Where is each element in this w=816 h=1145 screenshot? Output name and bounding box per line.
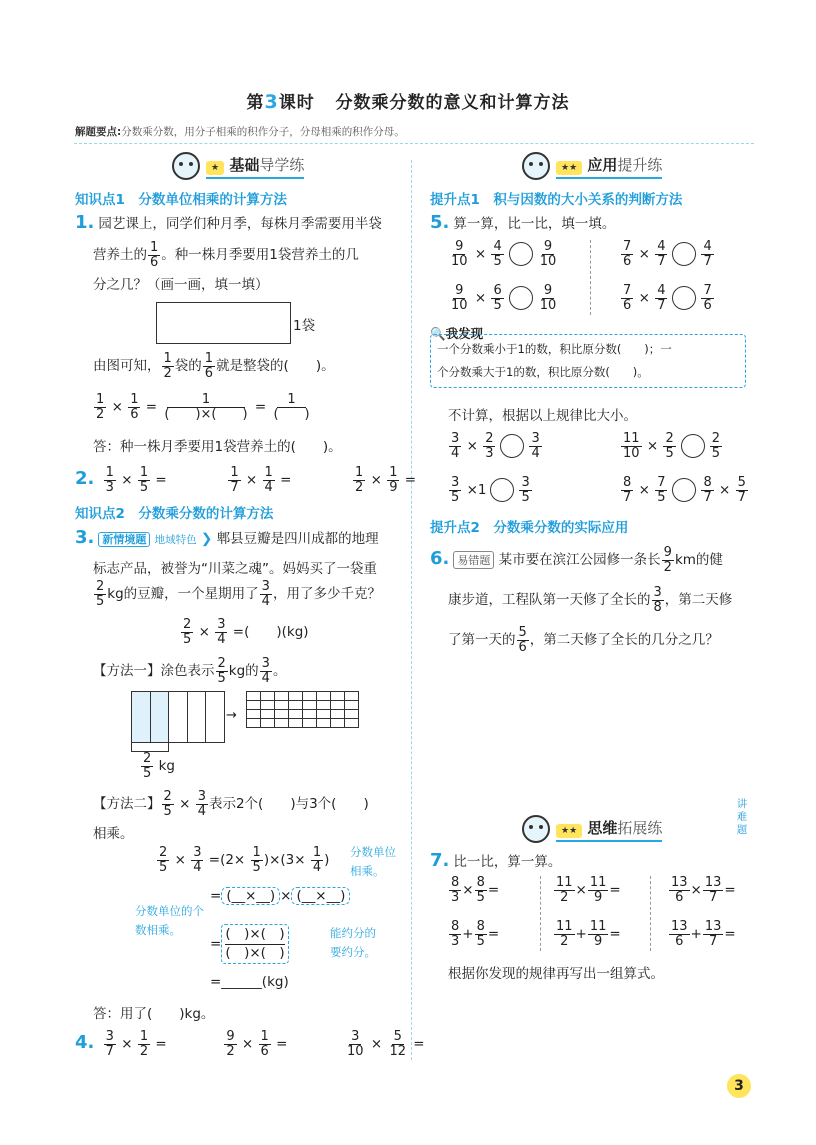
side-label[interactable]: 讲难题: [736, 798, 748, 836]
q7-5: $\frac{11}{2}$ + $\frac{11}{9}$ =: [556, 919, 621, 949]
q5-line1: 5. 算一算，比一比，填一填。: [430, 212, 616, 233]
compare-circle[interactable]: [672, 478, 696, 502]
q1-line3: 分之几？（画一画，填一填）: [93, 277, 269, 293]
q6-line2: 康步道，工程队第一天修了全长的 $\frac{3}{8}$ ，第二天修: [448, 585, 733, 615]
note-count: 分数单位的个数相乘。: [135, 904, 204, 937]
bag-rectangle[interactable]: [156, 302, 291, 344]
compare-circle[interactable]: [509, 286, 533, 310]
q3-equation: $\frac{2}{5}$ × $\frac{3}{4}$ =( )(kg): [183, 617, 309, 647]
knowledge-point-2: 知识点2 分数乘分数的计算方法: [75, 506, 274, 522]
q5-compare-5: $\frac{3}{4}$ × $\frac{2}{3}$ $\frac{3}{4}$: [451, 431, 540, 461]
q3-line1: 3. 新情境题 地域特色 ❯ 郫县豆瓣是四川成都的地理: [75, 527, 379, 548]
q7-line1: 7. 比一比，算一算。: [430, 850, 562, 871]
q7-1: $\frac{8}{3}$ × $\frac{8}{5}$ =: [451, 875, 500, 905]
q5-compare-1: $\frac{9}{10}$ × $\frac{4}{5}$ $\frac{9}{10}$: [451, 239, 557, 269]
discover-title: 🔍我发现: [430, 326, 484, 341]
arrow-icon: →: [226, 708, 237, 723]
q1-line2: 营养土的 $\frac{1}{6}$ 。种一株月季要用1袋营养土的几: [93, 240, 359, 270]
knowledge-point-1: 知识点1 分数单位相乘的计算方法: [75, 192, 287, 208]
discover-line1: 一个分数乘小于1的数，积比原分数( )；一: [437, 342, 672, 356]
section-thinking: ★★ 思维拓展练: [522, 815, 662, 843]
q3-result: =______(kg): [210, 974, 289, 990]
q3-line2: 标志产品，被誉为“川菜之魂”。妈妈买了一袋重: [93, 561, 377, 577]
bar-model[interactable]: [131, 691, 225, 743]
q5-compare-8: $\frac{8}{7}$ × $\frac{7}{5}$ $\frac{8}{7}$ × $\frac{5}{7}$: [623, 475, 746, 505]
q6-line3: 了第一天的 $\frac{5}{6}$ ，第二天修了全长的几分之几？: [448, 625, 719, 655]
q3-method2: 【方法二】 $\frac{2}{5}$ × $\frac{3}{4}$ 表示2个( )与3个( ): [93, 789, 369, 819]
q7-2: $\frac{11}{2}$ × $\frac{11}{9}$ =: [556, 875, 621, 905]
discover-line2: 个分数乘大于1的数，积比原分数( )。: [437, 365, 649, 379]
improve-point-1: 提升点1 积与因数的大小关系的判断方法: [430, 192, 683, 208]
section-apply: ★★ 应用提升练: [522, 152, 662, 180]
bag-label: 1袋: [293, 318, 316, 334]
q3-expand: $\frac{2}{5}$ × $\frac{3}{4}$ =(2× $\frac{1}{5}$ )×(3× $\frac{1}{4}$ ): [159, 845, 330, 875]
magnifier-icon: 🔍: [430, 326, 446, 341]
brace-label: $\frac{2}{5}$ kg: [143, 751, 175, 781]
compare-circle[interactable]: [500, 434, 524, 458]
q5-nocalc: 不计算，根据以上规律比大小。: [448, 408, 637, 424]
q5-compare-2: $\frac{7}{6}$ × $\frac{4}{7}$ $\frac{4}{7}$: [623, 239, 712, 269]
compare-circle[interactable]: [509, 242, 533, 266]
q1-answer: 答：种一株月季要用1袋营养土的( )。: [93, 439, 342, 455]
q3-line3: $\frac{2}{5}$ kg的豆瓣，一个星期用了 $\frac{3}{4}$ ，用了多少千克？: [96, 579, 381, 609]
q7-3: $\frac{13}{6}$ × $\frac{13}{7}$ =: [671, 875, 736, 905]
compare-circle[interactable]: [672, 286, 696, 310]
q1-equation: $\frac{1}{2}$ × $\frac{1}{6}$ = $\frac{1}{( )\times( )}$ = $\frac{1}{( )}$: [96, 392, 310, 422]
column-divider: [540, 876, 541, 951]
mascot-icon: [172, 152, 200, 180]
q1-line4: 由图可知， $\frac{1}{2}$ 袋的 $\frac{1}{6}$ 就是整袋的( )。: [93, 351, 335, 381]
discover-box: [430, 334, 746, 388]
page-number: 3: [727, 1074, 751, 1098]
tip-line: 解题要点:分数乘分数，用分子相乘的积作分子，分母相乘的积作分母。: [75, 126, 405, 138]
q2-row: 2. $\frac{1}{3}$ × $\frac{1}{5}$ = $\frac{1}{7}$ × $\frac{1}{4}$ = $\frac{1}{2}$ × $\frac{1}{9}$ =: [75, 465, 417, 495]
q6-line1: 6. 易错题 某市要在滨江公园修一条长 $\frac{9}{2}$ km的健: [430, 545, 723, 575]
q5-compare-4: $\frac{7}{6}$ × $\frac{4}{7}$ $\frac{7}{6}$: [623, 283, 712, 313]
grid-model[interactable]: [246, 691, 359, 728]
q7-4: $\frac{8}{3}$ + $\frac{8}{5}$ =: [451, 919, 500, 949]
compare-circle[interactable]: [681, 434, 705, 458]
section-basic: ★ 基础导学练: [172, 152, 304, 180]
page-title: 第3课时 分数乘分数的意义和计算方法: [246, 91, 570, 113]
q5-compare-6: $\frac{11}{10}$ × $\frac{2}{5}$ $\frac{2}{5}$: [623, 431, 721, 461]
note-reduce: 能约分的要约分。: [330, 926, 376, 959]
q3-method1: 【方法一】涂色表示 $\frac{2}{5}$ kg的 $\frac{3}{4}$ 。: [93, 656, 287, 686]
q7-6: $\frac{13}{6}$ + $\frac{13}{7}$ =: [671, 919, 736, 949]
improve-point-2: 提升点2 分数乘分数的实际应用: [430, 520, 629, 536]
column-divider: [590, 240, 591, 315]
compare-circle[interactable]: [672, 242, 696, 266]
column-divider: [650, 876, 651, 951]
q5-compare-7: $\frac{3}{5}$ ×1 $\frac{3}{5}$: [451, 475, 530, 505]
divider-horizontal: [74, 143, 754, 144]
divider-vertical: [411, 160, 412, 1060]
q3-step3: = ( )×( ) ( )×( ): [210, 924, 289, 964]
q3-step2: = (__×__) × (__×__): [210, 888, 350, 904]
note-unit: 分数单位相乘。: [350, 845, 396, 878]
q7-tail: 根据你发现的规律再写出一组算式。: [448, 966, 664, 982]
mascot-icon: [522, 152, 550, 180]
q4-row: 4. $\frac{3}{7}$ × $\frac{1}{2}$ = $\frac{9}{2}$ × $\frac{1}{6}$ = $\frac{3}{10}$ × $\frac{5}{12}$ =: [75, 1029, 425, 1059]
compare-circle[interactable]: [490, 478, 514, 502]
q3-method2-end: 相乘。: [93, 826, 134, 842]
mascot-icon: [522, 815, 550, 843]
q1-line1: 1. 园艺课上，同学们种月季，每株月季需要用半袋: [75, 212, 382, 233]
q3-answer: 答：用了( )kg。: [93, 1006, 215, 1022]
q5-compare-3: $\frac{9}{10}$ × $\frac{6}{5}$ $\frac{9}{10}$: [451, 283, 557, 313]
